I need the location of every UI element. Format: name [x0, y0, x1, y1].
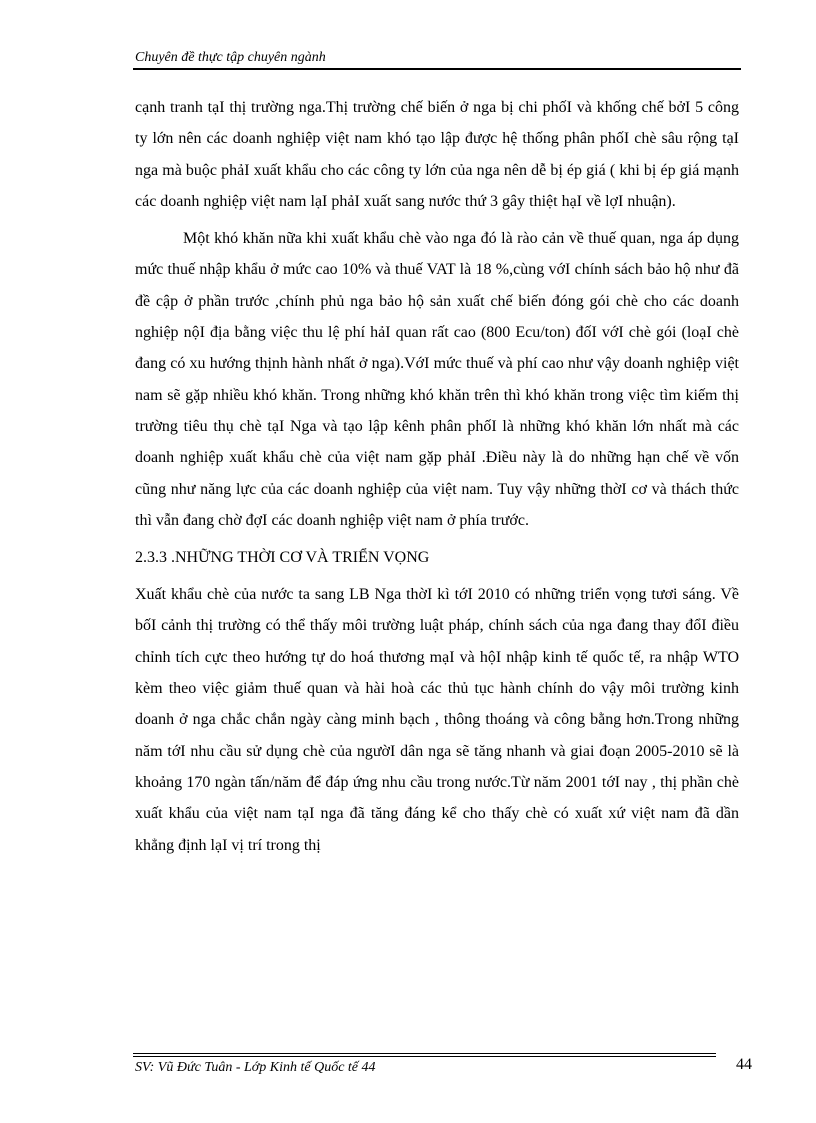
- footer-rule-top: [133, 1053, 716, 1054]
- section-heading: 2.3.3 .NHỮNG THỜI CƠ VÀ TRIỂN VỌNG: [135, 549, 430, 567]
- page-header: Chuyên đề thực tập chuyên ngành: [135, 50, 326, 65]
- page-body: [135, 92, 739, 861]
- page-footer: SV: Vũ Đức Tuân - Lớp Kinh tế Quốc tế 44: [135, 1060, 376, 1075]
- header-rule: [133, 68, 741, 70]
- paragraph-1: cạnh tranh tạI thị trường nga.Thị trường chế biến ở nga bị chi phốI và khống chế bởI 5 công ty lớn nên các doanh nghiệp việt nam khó tạo lập được hệ thống phân phốI chè sâu rộng tạI nga mà buộc phảI xuất khẩu cho các công ty lớn của nga nên dễ bị ép giá ( khi bị ép giá mạnh các doanh nghiệp việt nam lạI phảI xuất sang nước thứ 3 gây thiệt hạI về lợI nhuận).: [135, 99, 739, 210]
- paragraph-3: Xuất khẩu chè của nước ta sang LB Nga thờI kì tớI 2010 có những triển vọng tươi sáng. Về bốI cảnh thị trường có thể thấy môi trường luật pháp, chính sách của nga đang thay đổI điều chỉnh tích cực theo hướng tự do hoá thương mạI và hộI nhập kinh tế quốc tế, ra nhập WTO kèm theo việc giảm thuế quan và hài hoà các thủ tục hành chính do vậy môi trường kinh doanh ở nga chắc chắn ngày càng minh bạch , thông thoáng và công bằng hơn.Trong những năm tớI nhu cầu sử dụng chè của ngườI dân nga sẽ tăng nhanh và giai đoạn 2005-2010 sẽ là khoảng 170 ngàn tấn/năm để đáp ứng nhu cầu trong nước.Từ năm 2001 tớI nay , thị phần chè xuất khẩu của việt nam tạI nga đã tăng đáng kể cho thấy chè có xuất xứ việt nam đã dần khẳng định lạI vị trí trong thị: [135, 586, 739, 854]
- paragraph-2: Một khó khăn nữa khi xuất khẩu chè vào nga đó là rào cản về thuế quan, nga áp dụng mức thuế nhập khẩu ở mức cao 10% và thuế VAT là 18 %,cùng vớI chính sách bảo hộ như đã đề cập ở phần trước ,chính phủ nga bảo hộ sản xuất chế biến đóng gói chè cho các doanh nghiệp nộI địa bằng việc thu lệ phí hảI quan rất cao (800 Ecu/ton) đốI vớI chè gói (loạI chè đang có xu hướng thịnh hành nhất ở nga).VớI mức thuế và phí cao như vậy doanh nghiệp việt nam sẽ gặp nhiều khó khăn. Trong những khó khăn trên thì khó khăn trong việc tìm kiếm thị trường tiêu thụ chè tạI Nga và tạo lập kênh phân phốI là những khó khăn lớn nhất mà các doanh nghiệp xuất khẩu chè của việt nam gặp phảI .Điều này là do những hạn chế về vốn cũng như năng lực của các doanh nghiệp của việt nam. Tuy vậy những thờI cơ và thách thức thì vẫn đang chờ đợI các doanh nghiệp việt nam ở phía trước.: [135, 230, 739, 529]
- page-number: 44: [736, 1056, 752, 1073]
- footer-rule-bottom: [133, 1056, 716, 1057]
